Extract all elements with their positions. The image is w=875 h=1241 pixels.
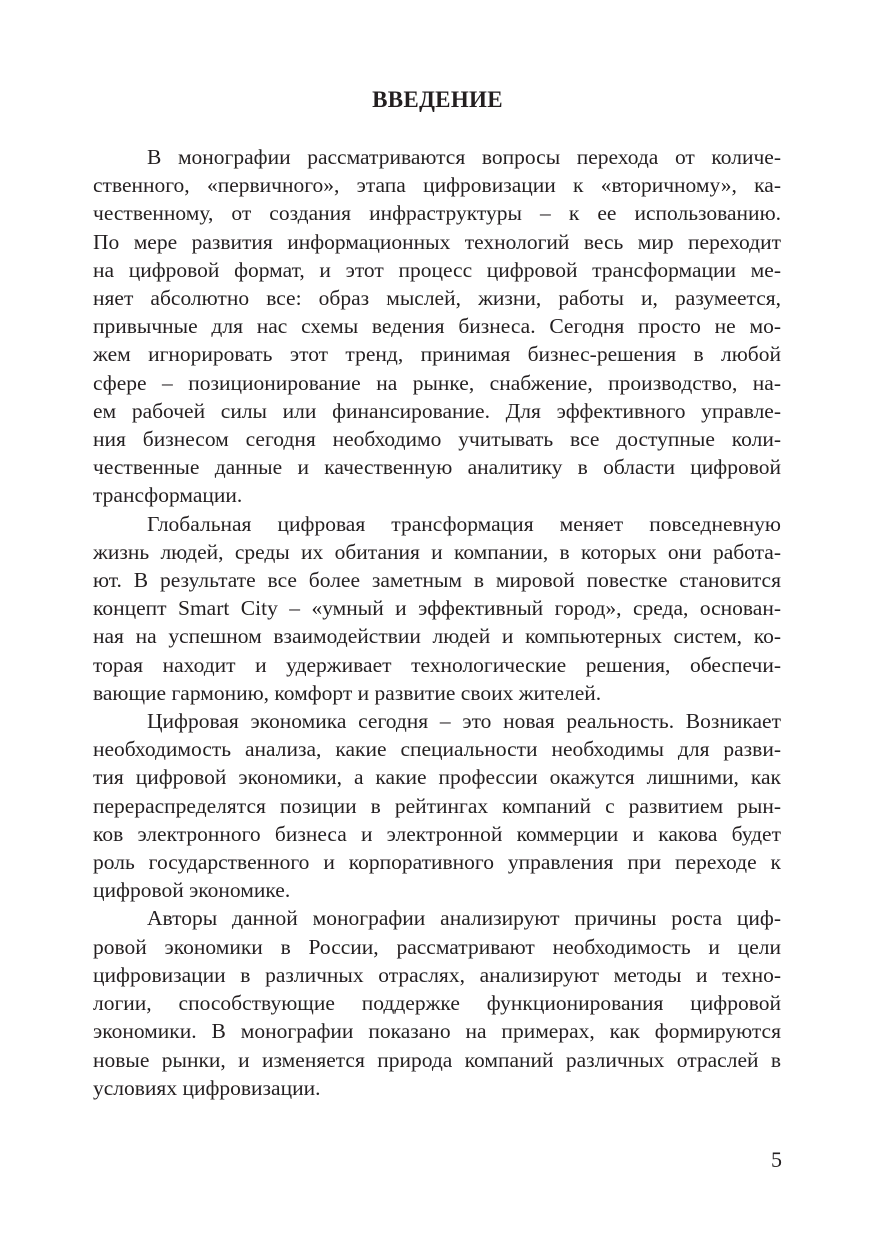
text-line: ная на успешном взаимодействии людей и компьютерных систем, ко- <box>93 624 781 649</box>
text-line: на цифровой формат, и этот процесс цифровой трансформации ме- <box>93 257 781 282</box>
text-line: сфере – позиционирование на рынке, снабжение, производство, на- <box>93 370 781 395</box>
text-line: новые рынки, и изменяется природа компаний различных отраслей в <box>93 1047 781 1072</box>
text-line: экономики. В монографии показано на примерах, как формируются <box>93 1019 781 1044</box>
text-line: жизнь людей, среды их обитания и компании, в которых они работа- <box>93 539 781 564</box>
paragraph-2 <box>93 510 781 707</box>
text-line: ственного, «первичного», этапа цифровизации к «вторичному», ка- <box>93 173 781 198</box>
text-line: ем рабочей силы или финансирование. Для эффективного управле- <box>93 398 781 423</box>
text-line: цифровизации в различных отраслях, анализируют методы и техно- <box>93 962 781 987</box>
text-line: ют. В результате все более заметным в мировой повестке становится <box>93 568 781 593</box>
text-line: роль государственного и корпоративного управления при переходе к <box>93 850 781 875</box>
page-number: 5 <box>771 1147 782 1172</box>
text-line: жем игнорировать этот тренд, принимая бизнес-решения в любой <box>93 342 781 367</box>
text-line: ков электронного бизнеса и электронной коммерции и какова будет <box>93 821 781 846</box>
text-line: тия цифровой экономики, а какие профессии окажутся лишними, как <box>93 765 781 790</box>
text-line: необходимость анализа, какие специальности необходимы для разви- <box>93 737 781 762</box>
text-line: Авторы данной монографии анализируют причины роста циф- <box>147 906 781 931</box>
text-line: торая находит и удерживает технологические решения, обеспечи- <box>93 652 781 677</box>
body-text <box>93 143 781 1102</box>
text-line: перераспределятся позиции в рейтингах компаний с развитием рын- <box>93 793 781 818</box>
text-line: концепт Smart City – «умный и эффективный город», среда, основан- <box>93 596 781 621</box>
text-line: чественному, от создания инфраструктуры – к ее использованию. <box>93 201 781 226</box>
paragraph-3 <box>93 707 781 904</box>
text-line: По мере развития информационных технологий весь мир переходит <box>93 229 781 254</box>
page-title: ВВЕДЕНИЕ <box>372 87 503 112</box>
text-line: ровой экономики в России, рассматривают необходимость и цели <box>93 934 781 959</box>
text-line: В монографии рассматриваются вопросы перехода от количе- <box>147 145 781 169</box>
text-line: Глобальная цифровая трансформация меняет повседневную <box>147 511 781 536</box>
text-line: чественные данные и качественную аналитику в области цифровой <box>93 455 781 480</box>
text-line: логии, способствующие поддержке функционирования цифровой <box>93 991 781 1016</box>
paragraph-4 <box>93 904 781 1101</box>
text-line: условиях цифровизации. <box>93 1075 321 1100</box>
text-line: привычные для нас схемы ведения бизнеса. Сегодня просто не мо- <box>93 314 781 339</box>
text-line: цифровой экономике. <box>93 878 291 903</box>
text-line: трансформации. <box>93 483 243 508</box>
text-line: няет абсолютно все: образ мыслей, жизни, работы и, разумеется, <box>93 286 781 311</box>
paragraph-1 <box>93 143 781 510</box>
text-line: Цифровая экономика сегодня – это новая реальность. Возникает <box>147 709 781 734</box>
text-line: ния бизнесом сегодня необходимо учитывать все доступные коли- <box>93 427 781 452</box>
text-line: вающие гармонию, комфорт и развитие своих жителей. <box>93 680 602 705</box>
